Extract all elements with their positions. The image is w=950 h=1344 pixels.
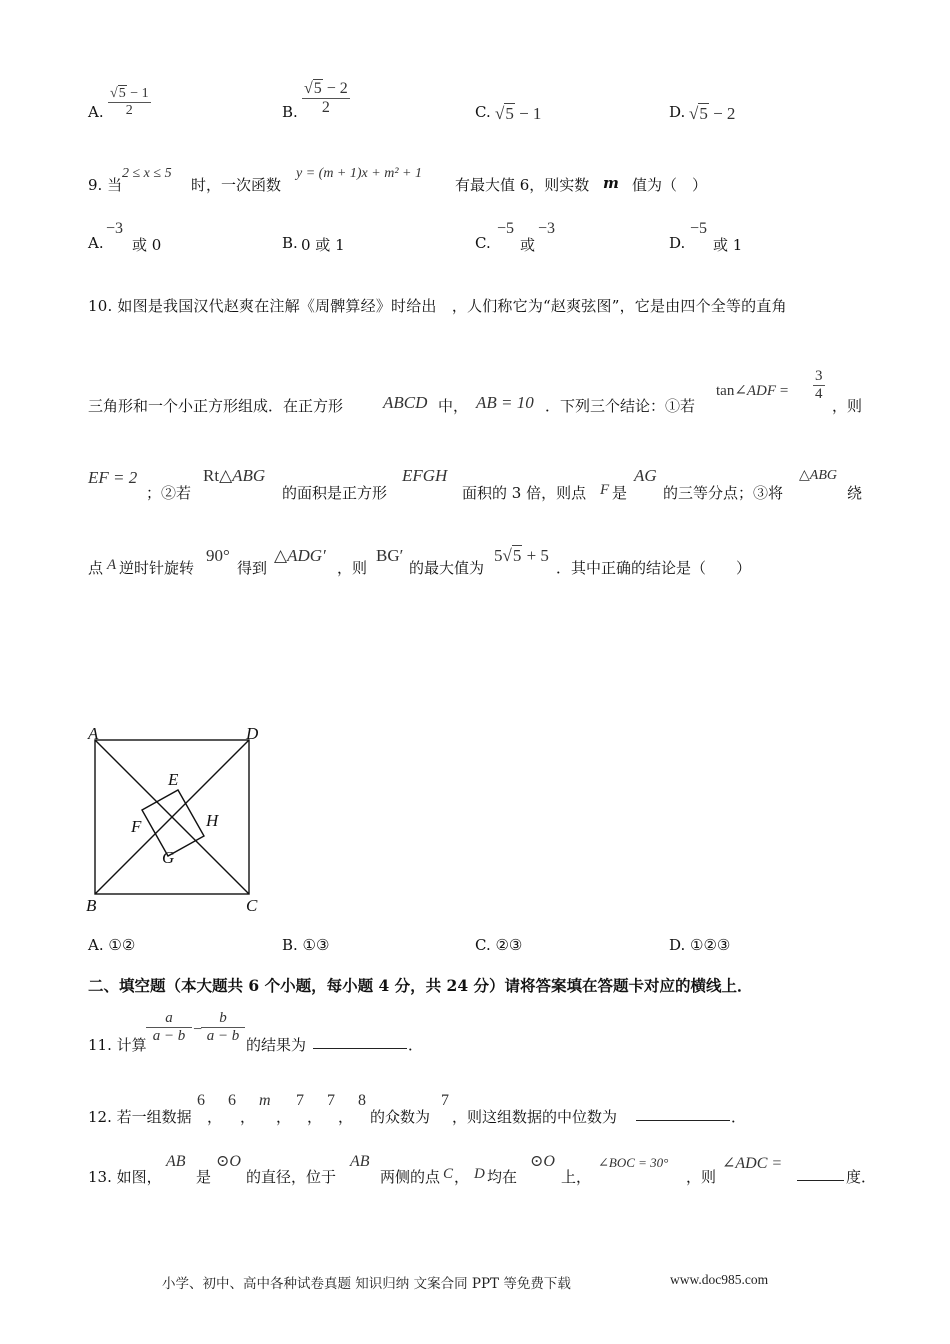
q10-line2a: 三角形和一个小正方形组成．在正方形 — [88, 397, 344, 415]
q10-line3f: 绕 — [847, 484, 863, 502]
q10-line4a: 点 — [88, 559, 104, 577]
footer-text: 小学、初中、高中各种试卷真题 知识归纳 文案合同 PPT 等免费下载 — [162, 1276, 571, 1292]
q10-tan: tan∠ADF = — [716, 383, 789, 399]
q9-option-d-sep: 或 1 — [713, 236, 743, 254]
q10-line3a: ；②若 — [146, 484, 192, 502]
q12-comma-2: ， — [240, 1108, 256, 1126]
q12-end: ． — [731, 1108, 747, 1126]
zhao-shuang-figure — [80, 720, 270, 920]
q9-text3: 有最大值 6，则实数 — [455, 176, 590, 194]
q13-point-c: C — [443, 1166, 454, 1182]
q10-line2b: 中， — [438, 397, 469, 415]
q10-line4b: 逆时针旋转 — [119, 559, 195, 577]
q13-angle-adc: ∠ADC = — [722, 1155, 783, 1172]
q9-option-c-value2: −3 — [538, 220, 556, 237]
q10-ab-eq: AB = 10 — [476, 393, 534, 412]
q13-point-d: D — [474, 1166, 485, 1182]
q12-datum-4: 7 — [296, 1092, 304, 1109]
q12-datum-3: m — [259, 1092, 271, 1109]
q11-fraction-2: $\frac{b}{a - b}$ — [201, 1010, 245, 1045]
q8-option-a-letter: A. — [88, 103, 104, 121]
q8-option-b-expr: $\frac{√5 - 2}{2}$ — [304, 80, 348, 116]
q11-minus: − — [193, 1021, 203, 1038]
q11-end: ． — [408, 1036, 424, 1054]
q10-tan-fraction: $\frac{3}{4}$ — [815, 368, 823, 402]
q10-line4f: ．其中正确的结论是（ ） — [556, 559, 752, 577]
q13-t4: 均在 — [487, 1168, 518, 1186]
q10-option-d: D. ①②③ — [669, 936, 731, 954]
q12-prefix: 12. 若一组数据 — [88, 1108, 192, 1126]
q10-max-value: 5√5 + 5 — [494, 546, 549, 565]
q8-option-c-letter: C. — [475, 103, 491, 121]
q9-text4: 值为（ ） — [632, 176, 708, 194]
q10-option-b: B. ①③ — [282, 936, 330, 954]
q13-t2: 的直径，位于 — [246, 1168, 337, 1186]
q10-triangle-abg: △ABG — [799, 468, 837, 483]
q10-rt-abg: Rt△ABG — [203, 466, 266, 485]
q9-function: y = (m + 1)x + m² + 1 — [296, 166, 422, 181]
q10-ef-eq: EF = 2 — [88, 468, 138, 487]
q10-line3d: 是 — [612, 484, 628, 502]
q11-fraction-1: $\frac{a}{a - b}$ — [146, 1010, 192, 1045]
q13-answer-blank[interactable] — [797, 1166, 844, 1181]
section-2-heading: 二、填空题（本大题共 6 个小题，每小题 4 分，共 24 分）请将答案填在答题卡对应的横线上． — [88, 976, 753, 995]
q10-line3b: 的面积是正方形 — [282, 484, 388, 502]
q10-line3e: 的三等分点；③将 — [663, 484, 784, 502]
figure-label-d: D — [246, 724, 259, 743]
q9-option-b-text: 0 或 1 — [301, 236, 345, 254]
q10-point-f: F — [600, 482, 610, 498]
q11-post: 的结果为 — [246, 1036, 307, 1054]
q10-line1: 10. 如图是我国汉代赵爽在注解《周髀算经》时给出 ，人们称它为“赵爽弦图”，它是由四个全等的直角 — [88, 297, 787, 315]
q9-option-d-value: −5 — [690, 220, 708, 237]
q10-point-a: A — [107, 557, 117, 573]
q13-prefix: 13. 如图， — [88, 1168, 162, 1186]
q8-option-d-letter: D. — [669, 103, 686, 121]
q10-line2d: ，则 — [832, 397, 863, 415]
q10-line3c: 面积的 3 倍，则点 — [462, 484, 587, 502]
figure-label-c: C — [246, 896, 258, 915]
q10-line4d: ，则 — [337, 559, 368, 577]
q8-option-a-expr: $\frac{√5 - 1}{2}$ — [110, 86, 149, 118]
q8-option-d-expr: √5 − 2 — [689, 104, 736, 123]
q9-option-c-value1: −5 — [497, 220, 515, 237]
q9-option-b-letter: B. — [282, 234, 298, 252]
q10-option-c: C. ②③ — [475, 936, 523, 954]
figure-label-h: H — [206, 811, 219, 830]
figure-label-f: F — [131, 817, 142, 836]
q9-option-a-sep: 或 0 — [132, 236, 162, 254]
q10-line4c: 得到 — [237, 559, 268, 577]
q13-circle-o-2: ⊙O — [530, 1153, 555, 1170]
q11-answer-blank[interactable] — [313, 1034, 407, 1049]
q11-prefix: 11. 计算 — [88, 1036, 147, 1054]
q12-mid: 的众数为 — [370, 1108, 431, 1126]
q13-ab-2: AB — [350, 1153, 370, 1170]
q9-option-c-letter: C. — [475, 234, 491, 252]
q12-answer-blank[interactable] — [636, 1106, 730, 1121]
q12-comma-4: ， — [307, 1108, 323, 1126]
q13-end: 度． — [846, 1168, 877, 1186]
q9-var: m — [603, 174, 619, 192]
q13-t6: ，则 — [686, 1168, 717, 1186]
q10-line4e: 的最大值为 — [409, 559, 485, 577]
q13-circle-o: ⊙O — [216, 1153, 241, 1170]
q10-ag: AG — [634, 466, 657, 485]
q12-datum-2: 6 — [228, 1092, 236, 1109]
q13-comma: ， — [454, 1168, 470, 1186]
q12-datum-1: 6 — [197, 1092, 205, 1109]
q10-square-abcd: ABCD — [383, 393, 428, 412]
q9-condition: 2 ≤ x ≤ 5 — [122, 166, 172, 181]
figure-label-a: A — [88, 724, 99, 743]
q10-bg-prime: BG′ — [376, 546, 404, 565]
figure-label-b: B — [86, 896, 97, 915]
figure-label-g: G — [162, 848, 175, 867]
q13-angle-boc: ∠BOC = 30° — [598, 1155, 669, 1170]
q12-comma-3: ， — [276, 1108, 292, 1126]
q13-t1: 是 — [196, 1168, 212, 1186]
q13-t3: 两侧的点 — [380, 1168, 441, 1186]
footer-url[interactable]: www.doc985.com — [670, 1272, 769, 1287]
figure-label-e: E — [168, 770, 179, 789]
q10-degree: 90° — [206, 546, 230, 565]
q13-t5: 上， — [561, 1168, 592, 1186]
q9-text2: 时，一次函数 — [191, 176, 282, 194]
q13-ab: AB — [166, 1153, 186, 1170]
q9-text1: 9. 当 — [88, 176, 123, 194]
q8-option-c-expr: √5 − 1 — [495, 104, 542, 123]
q12-datum-5: 7 — [327, 1092, 335, 1109]
q9-option-c-sep: 或 — [520, 236, 536, 254]
q9-option-a-letter: A. — [88, 234, 104, 252]
q12-comma-1: ， — [207, 1108, 223, 1126]
q9-option-d-letter: D. — [669, 234, 686, 252]
q10-adg-prime: △ADG′ — [274, 546, 326, 565]
q12-mode: 7 — [441, 1092, 449, 1109]
q12-comma-5: ， — [338, 1108, 354, 1126]
q8-option-b-letter: B. — [282, 103, 298, 121]
q12-datum-6: 8 — [358, 1092, 366, 1109]
q10-option-a: A. ①② — [88, 936, 136, 954]
q9-option-a-value: −3 — [106, 220, 124, 237]
q12-post: ，则这组数据的中位数为 — [452, 1108, 618, 1126]
figure-inner-square — [142, 790, 204, 856]
q10-efgh: EFGH — [402, 466, 448, 485]
q10-line2c: ．下列三个结论：①若 — [545, 397, 696, 415]
